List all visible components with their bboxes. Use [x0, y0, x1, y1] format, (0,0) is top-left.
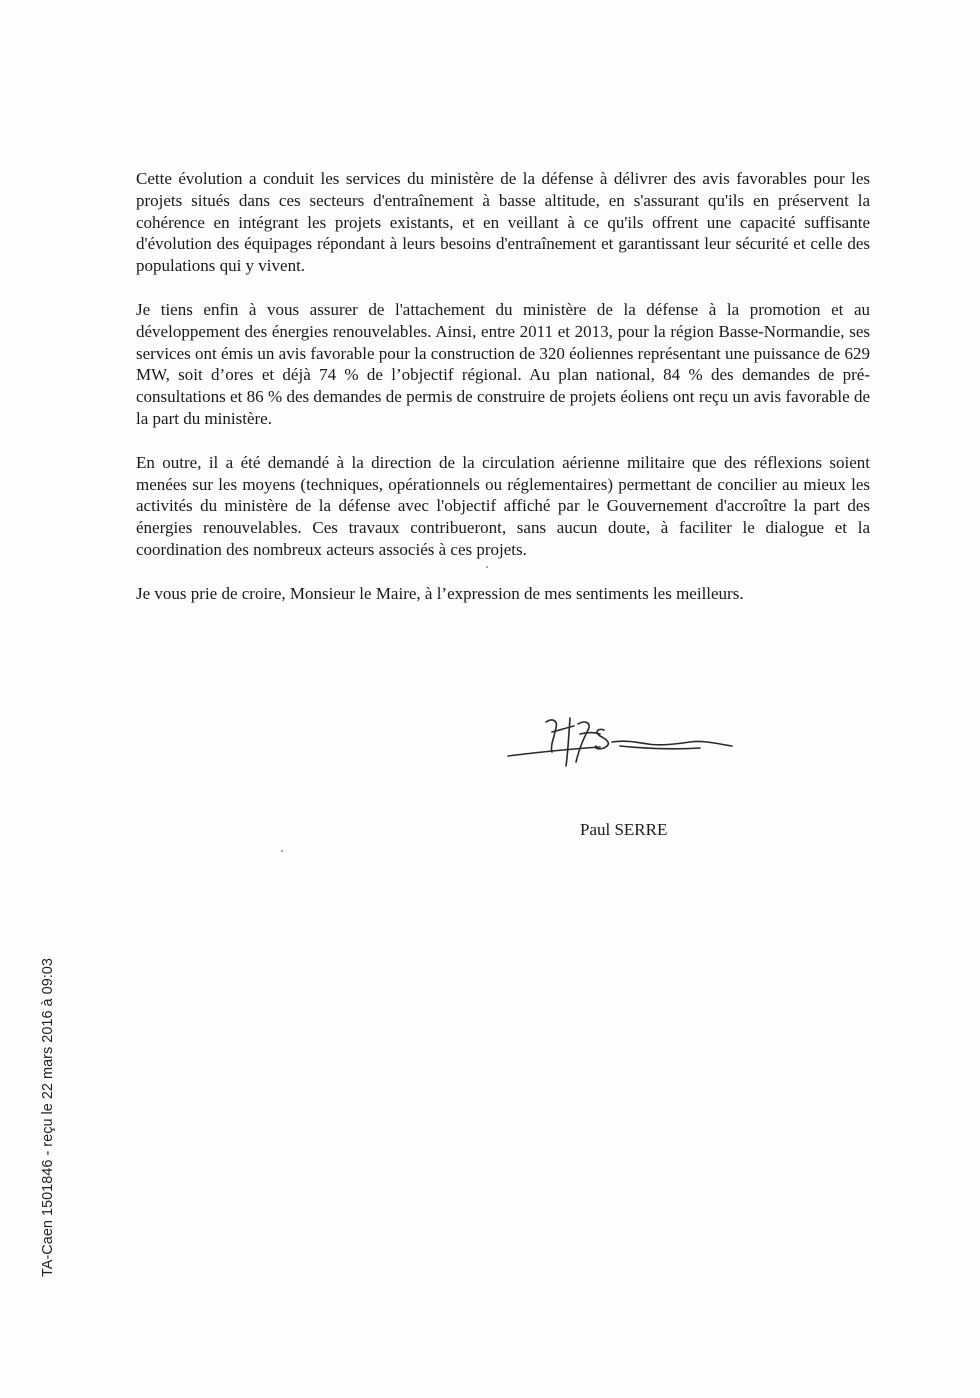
closing-formula: Je vous prie de croire, Monsieur le Maire, à l’expression de mes sentiments les meilleurs. — [136, 583, 744, 603]
scan-speck — [281, 850, 283, 852]
paragraph-renewables: Je tiens enfin à vous assurer de l'attachement du ministère de la défense à la promotion et au développement des énergies renouvelables. Ainsi, entre 2011 et 2013, pour la région Basse-Normandie, ses services ont émis un avis favorable pour la construction de 320 éoliennes représentant une puissance de 629 MW, soit d’ores et déjà 74 % de l’objectif régional. Au plan national, 84 % des demandes de pré-consultations et 86 % des demandes de permis de construire de projets éoliens ont reçu un avis favorable de la part du ministère. — [136, 299, 870, 428]
paragraph-aviation: En outre, il a été demandé à la direction de la circulation aérienne militaire que des réflexions soient menées sur les moyens (techniques, opérationnels ou réglementaires) permettant de concilier au mieux les activités du ministère de la défense avec l'objectif affiché par le Gouvernement d'accroître la part des énergies renouvelables. Ces travaux contribueront, sans aucun doute, à faciliter le dialogue et la coordination des nombreux acteurs associés à ces projets. — [136, 452, 870, 559]
paragraph-evolution: Cette évolution a conduit les services du ministère de la défense à délivrer des avis favorables pour les projets situés dans ces secteurs d'entraînement à basse altitude, en s'assurant qu'ils en préservent la cohérence en intégrant les projets existants, et en veillant à ce qu'ils offrent une capacité suffisante d'évolution des équipages répondant à leurs besoins d'entraînement et garantissant leur sécurité et celle des populations qui y vivent. — [136, 169, 870, 276]
signatory-name: Paul SERRE — [580, 820, 668, 839]
reception-stamp: TA-Caen 1501846 - reçu le 22 mars 2016 à 09:03 — [40, 958, 56, 1277]
letter-body — [136, 168, 870, 627]
handwritten-signature — [500, 712, 740, 774]
scan-speck — [486, 566, 488, 568]
